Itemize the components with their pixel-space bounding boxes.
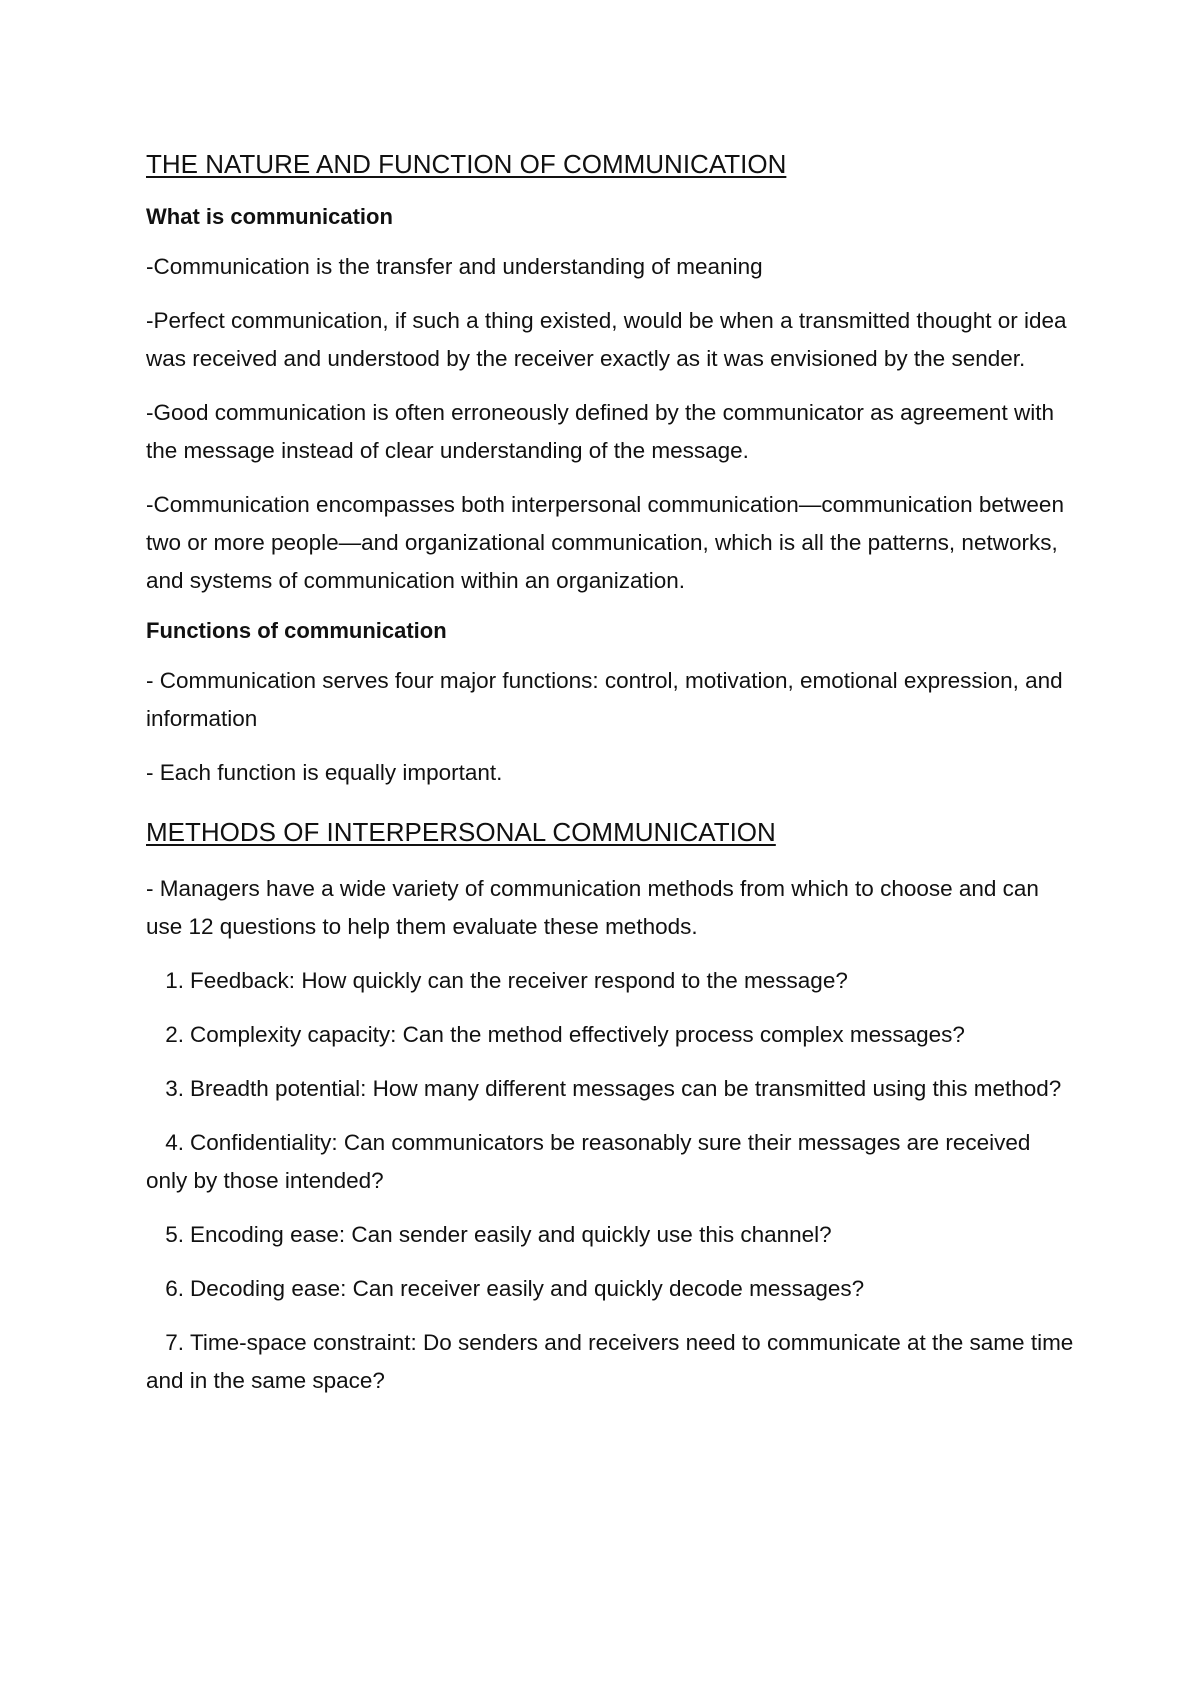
list-item (146, 1216, 1076, 1254)
list-text: Complexity capacity: Can the method effectively process complex messages? (190, 1022, 965, 1047)
list-item (146, 1070, 1076, 1108)
subheading-functions-of-communication: Functions of communication (146, 618, 447, 643)
list-text: Encoding ease: Can sender easily and quickly use this channel? (190, 1222, 832, 1247)
document-page (146, 148, 1076, 1416)
list-text: Time-space constraint: Do senders and receivers need to communicate at the same time and in the same space? (146, 1330, 1074, 1393)
paragraph: -Communication encompasses both interpersonal communication—communication between two or more people—and organizational communication, which is all the patterns, networks, and systems of communication within an organization. (146, 492, 1064, 593)
list-text: Feedback: How quickly can the receiver respond to the message? (190, 968, 848, 993)
list-number: 3. (165, 1076, 184, 1101)
paragraph-intro: - Managers have a wide variety of communication methods from which to choose and can use 12 questions to help them evaluate these methods. (146, 876, 1039, 939)
list-item (146, 962, 1076, 1000)
list-item (146, 1016, 1076, 1054)
subheading-what-is-communication: What is communication (146, 204, 393, 229)
list-text: Breadth potential: How many different messages can be transmitted using this method? (190, 1076, 1062, 1101)
section-title-nature-function: THE NATURE AND FUNCTION OF COMMUNICATION (146, 149, 787, 179)
list-number: 4. (165, 1130, 184, 1155)
list-item (146, 1324, 1076, 1400)
list-number: 5. (165, 1222, 184, 1247)
list-number: 1. (165, 968, 184, 993)
list-text: Confidentiality: Can communicators be reasonably sure their messages are received only by those intended? (146, 1130, 1031, 1193)
list-number: 7. (165, 1330, 184, 1355)
paragraph: -Perfect communication, if such a thing existed, would be when a transmitted thought or idea was received and understood by the receiver exactly as it was envisioned by the sender. (146, 308, 1067, 371)
paragraph: -Communication is the transfer and understanding of meaning (146, 254, 763, 279)
list-number: 6. (165, 1276, 184, 1301)
paragraph: - Each function is equally important. (146, 760, 503, 785)
paragraph: - Communication serves four major functions: control, motivation, emotional expression, and information (146, 668, 1063, 731)
list-item (146, 1124, 1076, 1200)
list-number: 2. (165, 1022, 184, 1047)
list-item (146, 1270, 1076, 1308)
list-text: Decoding ease: Can receiver easily and quickly decode messages? (190, 1276, 865, 1301)
section-title-methods: METHODS OF INTERPERSONAL COMMUNICATION (146, 817, 776, 847)
paragraph: -Good communication is often erroneously defined by the communicator as agreement with the message instead of clear understanding of the message. (146, 400, 1054, 463)
